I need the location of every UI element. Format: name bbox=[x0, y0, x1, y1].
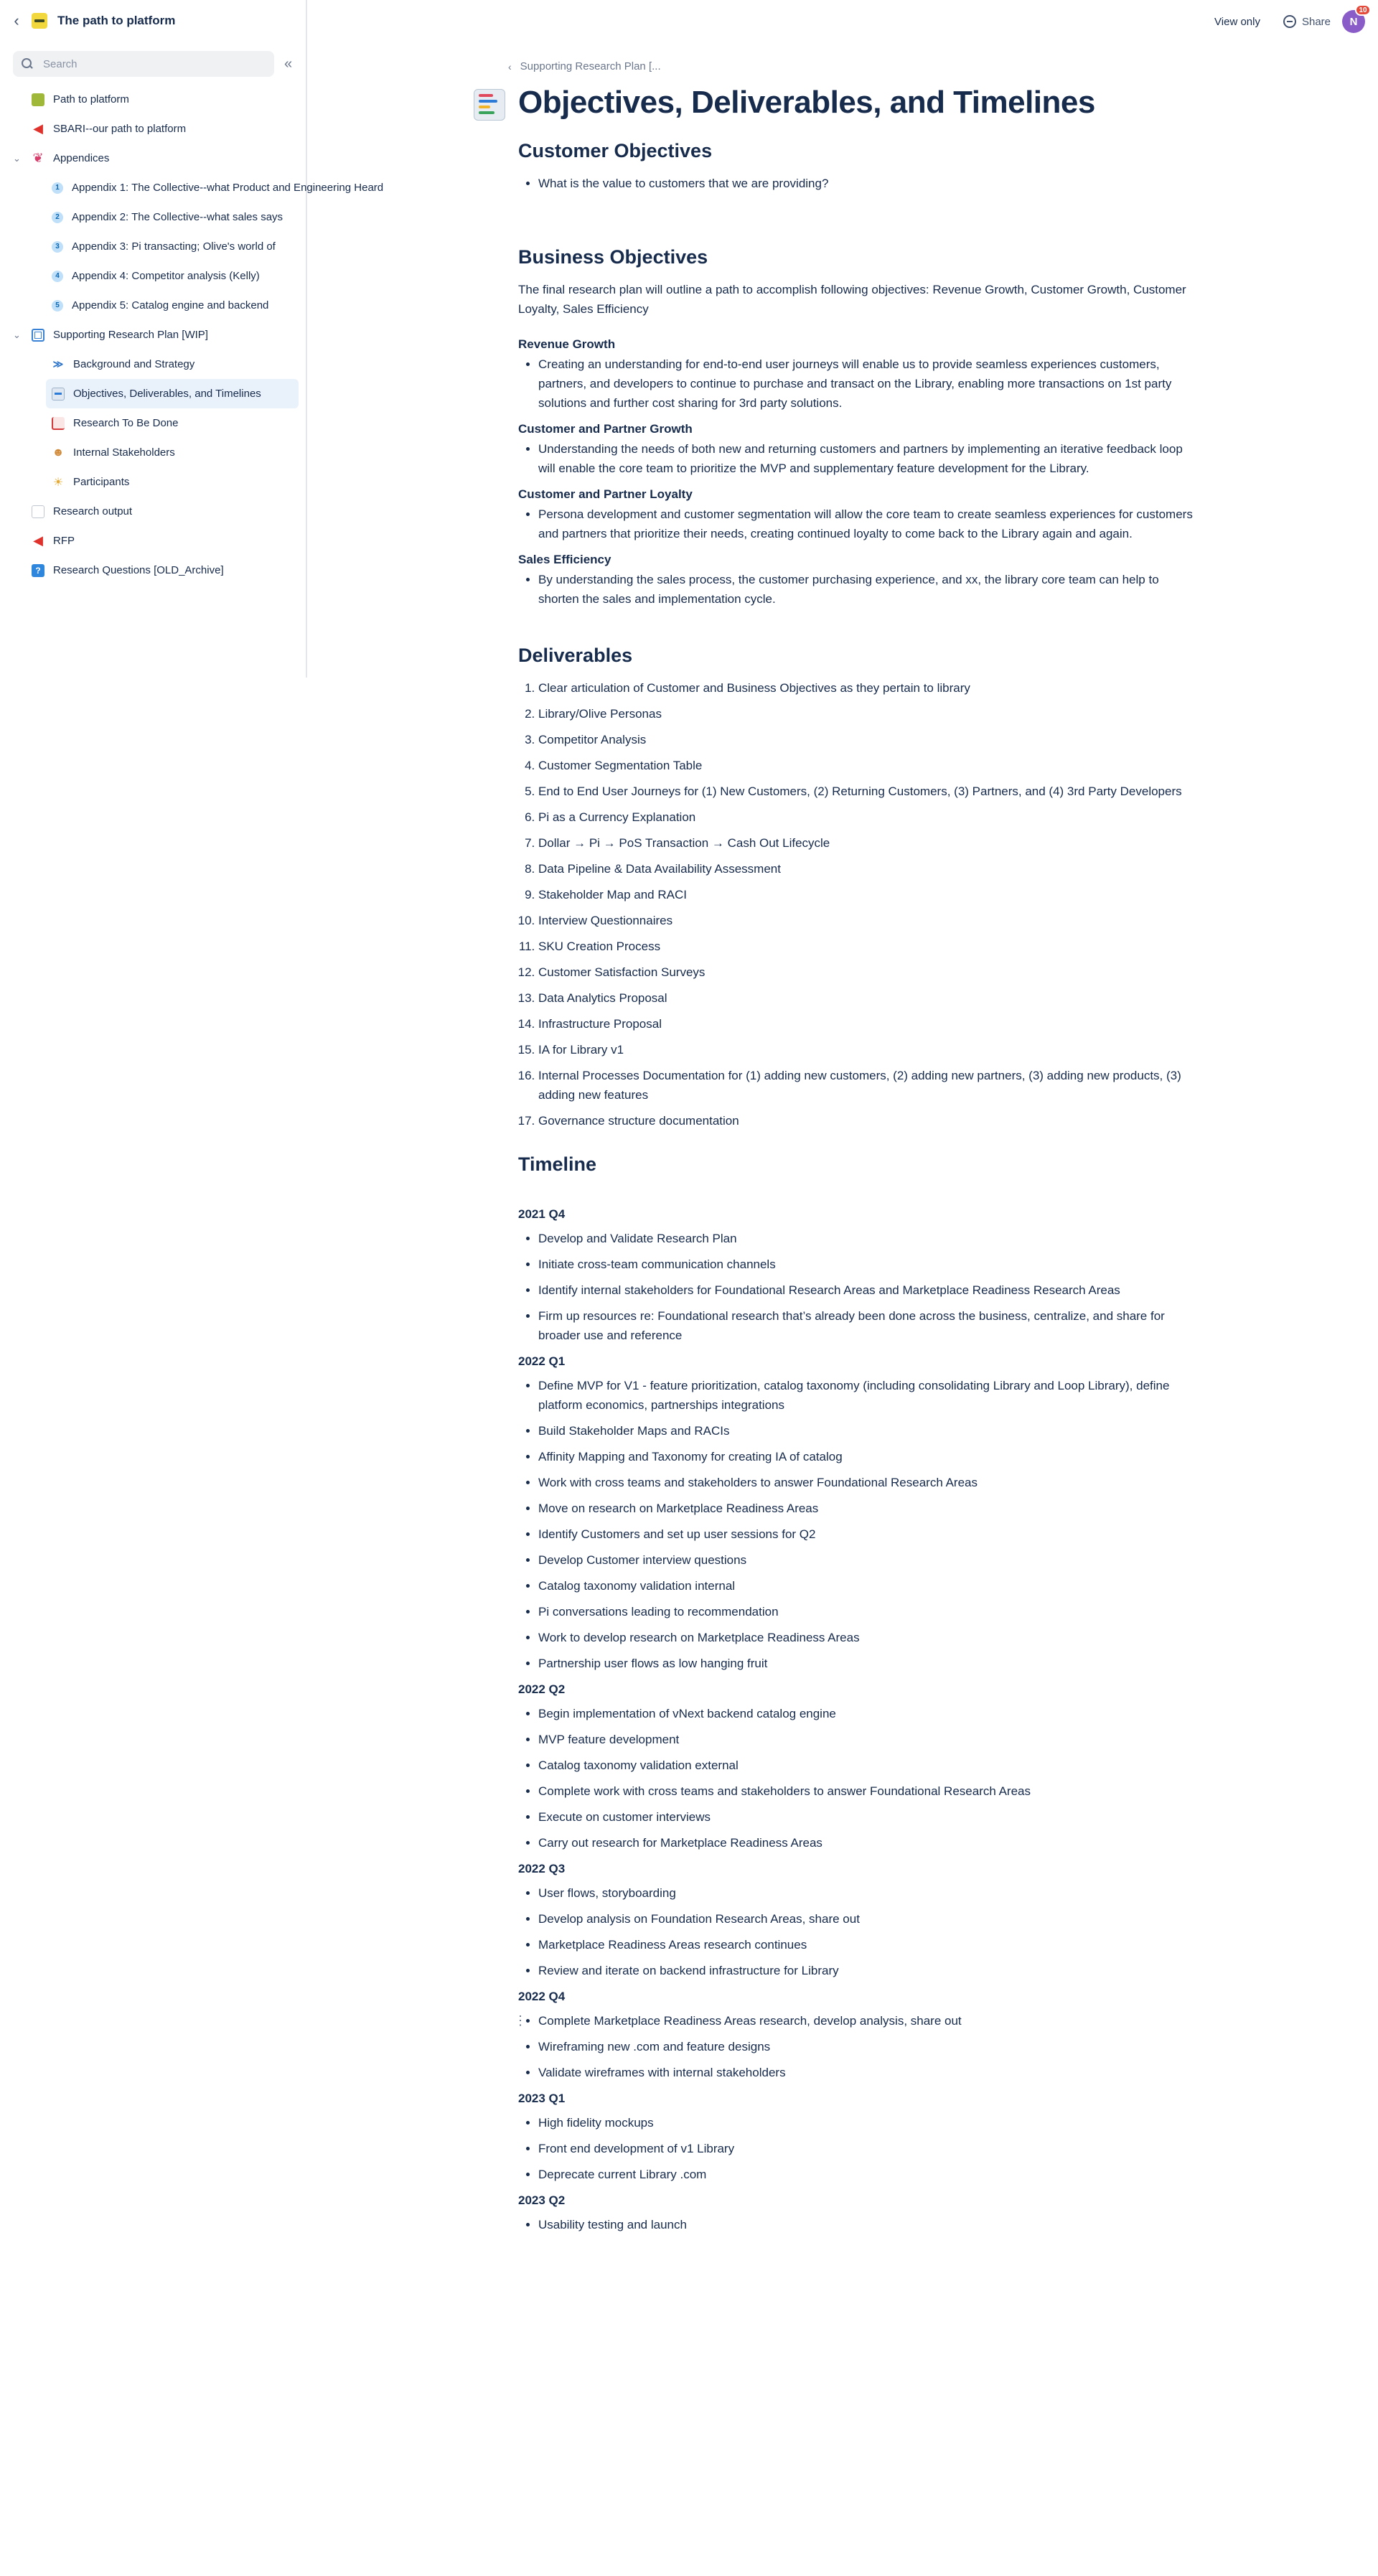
list-item: • By understanding the sales process, the customer purchasing experience, and xx, the library core team can help to shorten the sales and implementation cycle. bbox=[538, 570, 1193, 609]
page-emoji-icon[interactable] bbox=[474, 89, 505, 121]
back-chevron-icon[interactable]: ‹ bbox=[14, 11, 19, 29]
list-item: 9. Stakeholder Map and RACI bbox=[538, 885, 1193, 904]
sidebar-item-label: Appendix 4: Competitor analysis (Kelly) bbox=[72, 270, 260, 282]
sidebar-item-appendix-5[interactable] bbox=[46, 291, 299, 320]
timeline-section bbox=[514, 1150, 1193, 2234]
list-item-text: Complete Marketplace Readiness Areas research, develop analysis, share out bbox=[538, 2014, 962, 2028]
sidebar-item-label: Path to platform bbox=[53, 93, 129, 106]
list-item: • User flows, storyboarding bbox=[538, 1883, 1193, 1903]
list-item: 14. Infrastructure Proposal bbox=[538, 1014, 1193, 1034]
sidebar-item-appendix-3[interactable] bbox=[46, 232, 299, 261]
sidebar-item-internal-stakeholders[interactable] bbox=[46, 438, 299, 467]
question-icon: ? bbox=[32, 564, 44, 577]
list-item: 12. Customer Satisfaction Surveys bbox=[538, 963, 1193, 982]
sidebar-item-label: Supporting Research Plan [WIP] bbox=[53, 329, 208, 341]
space-icon bbox=[32, 13, 47, 29]
bullet-list bbox=[518, 1229, 1193, 1345]
globe-icon bbox=[1283, 15, 1296, 28]
bullet-list bbox=[518, 1376, 1193, 1673]
list-item: • Move on research on Marketplace Readiness Areas bbox=[538, 1499, 1193, 1518]
bullet-list bbox=[518, 439, 1193, 478]
list-item: 4. Customer Segmentation Table bbox=[538, 756, 1193, 775]
bullet-list bbox=[518, 174, 1193, 193]
list-item: 6. Pi as a Currency Explanation bbox=[538, 807, 1193, 827]
bullet-list bbox=[518, 355, 1193, 413]
list-item: • Begin implementation of vNext backend catalog engine bbox=[538, 1704, 1193, 1723]
sidebar-item-label: Research Questions [OLD_Archive] bbox=[53, 564, 224, 576]
number-4-icon: 4 bbox=[52, 271, 63, 282]
sidebar-item-participants[interactable] bbox=[46, 467, 299, 497]
list-item: 7. Dollar → Pi → PoS Transaction → Cash Out Lifecycle bbox=[538, 833, 1193, 853]
list-item: • Develop analysis on Foundation Research Areas, share out bbox=[538, 1909, 1193, 1929]
list-item: • Validate wireframes with internal stakeholders bbox=[538, 2063, 1193, 2082]
sidebar-item-research-questions-archive[interactable] bbox=[26, 556, 299, 585]
share-button[interactable] bbox=[1283, 15, 1331, 28]
sidebar-item-sbari[interactable] bbox=[26, 114, 299, 144]
list-item: • Firm up resources re: Foundational research that’s already been done across the business, centralize, and share for broader use and reference bbox=[538, 1306, 1193, 1345]
number-1-icon: 1 bbox=[52, 182, 63, 194]
page-title: Objectives, Deliverables, and Timelines bbox=[518, 85, 1095, 120]
list-item: • Identify internal stakeholders for Foundational Research Areas and Marketplace Readiness Research Areas bbox=[538, 1280, 1193, 1300]
sidebar-header bbox=[0, 0, 306, 42]
board-icon bbox=[32, 93, 44, 106]
subsection-heading: Revenue Growth bbox=[518, 337, 616, 351]
sidebar-item-label: RFP bbox=[53, 535, 75, 547]
top-bar-actions bbox=[1214, 6, 1367, 33]
document-icon bbox=[32, 505, 44, 518]
sidebar-item-label: Objectives, Deliverables, and Timelines bbox=[73, 388, 261, 400]
number-5-icon: 5 bbox=[52, 300, 63, 312]
list-item bbox=[514, 2011, 1193, 2031]
megaphone-icon: ◀ bbox=[33, 121, 43, 136]
sidebar-item-label: Appendix 1: The Collective--what Product and Engineering Heard bbox=[72, 182, 384, 194]
list-item: • Review and iterate on backend infrastructure for Library bbox=[538, 1961, 1193, 1980]
list-item: • Complete work with cross teams and stakeholders to answer Foundational Research Areas bbox=[538, 1781, 1193, 1801]
sidebar-item-research-output[interactable] bbox=[26, 497, 299, 526]
chevron-left-icon: ‹ bbox=[508, 60, 512, 72]
breadcrumb[interactable] bbox=[508, 60, 661, 72]
section-heading: Timeline bbox=[518, 1153, 597, 1175]
bullet-list bbox=[518, 2215, 1193, 2234]
section-heading: Customer Objectives bbox=[518, 140, 713, 161]
expand-chevron-icon[interactable]: ⌄ bbox=[13, 152, 21, 164]
sidebar-item-label: Appendix 2: The Collective--what sales says bbox=[72, 211, 283, 223]
subsection-heading: Customer and Partner Loyalty bbox=[518, 487, 693, 501]
sidebar-item-research-to-be-done[interactable] bbox=[46, 408, 299, 438]
sidebar-item-label: Appendix 3: Pi transacting; Olive's world of bbox=[72, 240, 276, 253]
list-item: 1. Clear articulation of Customer and Business Objectives as they pertain to library bbox=[538, 678, 1193, 698]
section-heading: Deliverables bbox=[518, 645, 633, 666]
share-label: Share bbox=[1301, 15, 1331, 28]
list-item: • Affinity Mapping and Taxonomy for creating IA of catalog bbox=[538, 1447, 1193, 1466]
sidebar-search-row bbox=[0, 42, 306, 79]
paragraph: The final research plan will outline a path to accomplish following objectives: Revenue Growth, Customer Growth, Customer Loyalty, Sales Efficiency bbox=[518, 283, 1186, 316]
breadcrumb-parent[interactable]: Supporting Research Plan [... bbox=[520, 60, 661, 72]
list-item: • Execute on customer interviews bbox=[538, 1807, 1193, 1827]
number-3-icon: 3 bbox=[52, 241, 63, 253]
search-input[interactable] bbox=[43, 58, 258, 70]
list-item: • Understanding the needs of both new and returning customers and partners by implementing an iterative feedback loop will enable the core team to prioritize the MVP and supplementary feature development for the Library. bbox=[538, 439, 1193, 478]
list-item: 16. Internal Processes Documentation for (1) adding new customers, (2) adding new partners, (3) adding new products, (3) adding new features bbox=[538, 1066, 1193, 1105]
sidebar-item-appendix-1[interactable] bbox=[46, 173, 384, 202]
list-item: • Initiate cross-team communication channels bbox=[538, 1255, 1193, 1274]
person-icon: ☻ bbox=[52, 446, 65, 459]
chart-icon bbox=[52, 417, 65, 430]
deliverables-section bbox=[518, 641, 1193, 1130]
list-item: • High fidelity mockups bbox=[538, 2113, 1193, 2132]
quarter-heading: 2022 Q3 bbox=[518, 1862, 566, 1875]
sidebar-item-appendix-4[interactable] bbox=[46, 261, 299, 291]
sidebar bbox=[0, 0, 384, 678]
bullet-list bbox=[518, 1704, 1193, 1853]
list-item: 15. IA for Library v1 bbox=[538, 1040, 1193, 1059]
list-item: 10. Interview Questionnaires bbox=[538, 911, 1193, 930]
bullet-list bbox=[514, 2011, 1193, 2082]
sidebar-item-label: Research To Be Done bbox=[73, 417, 179, 429]
list-item: • Marketplace Readiness Areas research continues bbox=[538, 1935, 1193, 1954]
bullet-list bbox=[518, 1883, 1193, 1980]
search-box[interactable] bbox=[13, 51, 274, 77]
sidebar-item-label: Research output bbox=[53, 505, 133, 517]
sidebar-item-rfp[interactable] bbox=[26, 526, 299, 556]
list-item: • What is the value to customers that we are providing? bbox=[538, 174, 1193, 193]
subsection-heading: Customer and Partner Growth bbox=[518, 422, 693, 436]
list-item: • Develop and Validate Research Plan bbox=[538, 1229, 1193, 1248]
list-item: 17. Governance structure documentation bbox=[538, 1111, 1193, 1130]
list-item: • Develop Customer interview questions bbox=[538, 1550, 1193, 1570]
quarter-heading: 2023 Q2 bbox=[518, 2193, 566, 2207]
section-heading: Business Objectives bbox=[518, 246, 708, 268]
list-item: 2. Library/Olive Personas bbox=[538, 704, 1193, 723]
list-item: • Partnership user flows as low hanging fruit bbox=[538, 1654, 1193, 1673]
quarter-heading: 2023 Q1 bbox=[518, 2092, 566, 2105]
list-item: • MVP feature development bbox=[538, 1730, 1193, 1749]
avatar[interactable] bbox=[1342, 6, 1367, 33]
expand-chevron-icon[interactable]: ⌄ bbox=[13, 329, 21, 340]
list-item: 13. Data Analytics Proposal bbox=[538, 988, 1193, 1008]
list-item: • Pi conversations leading to recommendation bbox=[538, 1602, 1193, 1621]
notification-badge: 10 bbox=[1355, 4, 1371, 16]
list-item: • Wireframing new .com and feature designs bbox=[538, 2037, 1193, 2056]
list-item: 5. End to End User Journeys for (1) New Customers, (2) Returning Customers, (3) Partners, and (4) 3rd Party Developers bbox=[538, 782, 1193, 801]
list-item: • Usability testing and launch bbox=[538, 2215, 1193, 2234]
bullet-list bbox=[518, 505, 1193, 543]
double-chevron-down-icon: ≫ bbox=[52, 358, 64, 370]
sidebar-item-appendices[interactable] bbox=[13, 144, 299, 173]
space-title[interactable]: The path to platform bbox=[57, 14, 176, 27]
bullet-list bbox=[518, 2113, 1193, 2184]
subsection-heading: Sales Efficiency bbox=[518, 553, 611, 566]
list-item: 11. SKU Creation Process bbox=[538, 937, 1193, 956]
search-icon bbox=[22, 58, 33, 70]
sidebar-item-objectives-deliverables-timelines[interactable] bbox=[46, 379, 299, 408]
sidebar-item-label: Appendix 5: Catalog engine and backend bbox=[72, 299, 269, 312]
list-item: • Front end development of v1 Library bbox=[538, 2139, 1193, 2158]
swirl-icon: ❦ bbox=[32, 151, 44, 165]
business-objectives-section bbox=[518, 243, 1193, 609]
list-item: • Persona development and customer segmentation will allow the core team to create seamless experiences for customers and partners that prioritize their needs, creating continued loyalty to come back to the Library again and again. bbox=[538, 505, 1193, 543]
customer-objectives-section bbox=[518, 136, 1193, 193]
list-item: • Work with cross teams and stakeholders to answer Foundational Research Areas bbox=[538, 1473, 1193, 1492]
roadmap-icon bbox=[52, 388, 65, 401]
bullet-list bbox=[518, 570, 1193, 609]
sunrise-icon: ☀ bbox=[52, 476, 64, 489]
sidebar-item-label: SBARI--our path to platform bbox=[53, 123, 187, 135]
list-item: • Deprecate current Library .com bbox=[538, 2165, 1193, 2184]
grid-icon bbox=[32, 329, 44, 342]
sidebar-item-background-strategy[interactable] bbox=[46, 350, 299, 379]
sidebar-item-path-to-platform[interactable] bbox=[26, 85, 299, 114]
list-item: • Define MVP for V1 - feature prioritization, catalog taxonomy (including consolidating Library and Loop Library), define platform economics, partnerships integrations bbox=[538, 1376, 1193, 1415]
sidebar-item-label: Participants bbox=[73, 476, 130, 488]
list-item: • Identify Customers and set up user sessions for Q2 bbox=[538, 1524, 1193, 1544]
list-item: • Build Stakeholder Maps and RACIs bbox=[538, 1421, 1193, 1441]
list-item: 8. Data Pipeline & Data Availability Assessment bbox=[538, 859, 1193, 879]
sidebar-item-label: Background and Strategy bbox=[73, 358, 195, 370]
sidebar-item-appendix-2[interactable] bbox=[46, 202, 299, 232]
list-item: • Carry out research for Marketplace Readiness Areas bbox=[538, 1833, 1193, 1853]
list-item: • Creating an understanding for end-to-end user journeys will enable us to provide seamless experiences customers, partners, and developers to continue to purchase and transact on the Library, enabling more transactions on 1st party solutions and further cost sharing for 3rd party solutions. bbox=[538, 355, 1193, 413]
list-item: 3. Competitor Analysis bbox=[538, 730, 1193, 749]
drag-handle-icon[interactable]: • ⋮ bbox=[514, 2013, 527, 2028]
numbered-list bbox=[518, 678, 1193, 1130]
quarter-heading: 2022 Q4 bbox=[518, 1990, 566, 2003]
megaphone-icon: ◀ bbox=[33, 533, 43, 548]
quarter-heading: 2022 Q1 bbox=[518, 1354, 566, 1368]
sidebar-item-label: Internal Stakeholders bbox=[73, 446, 175, 459]
avatar-initial: N bbox=[1349, 15, 1358, 28]
list-item: • Catalog taxonomy validation external bbox=[538, 1756, 1193, 1775]
page-body bbox=[514, 136, 1193, 2241]
sidebar-item-supporting-research-plan[interactable] bbox=[13, 320, 299, 350]
sidebar-item-label: Appendices bbox=[53, 152, 110, 164]
quarter-heading: 2021 Q4 bbox=[518, 1207, 566, 1221]
list-item: • Catalog taxonomy validation internal bbox=[538, 1576, 1193, 1596]
view-only-label[interactable]: View only bbox=[1214, 15, 1260, 28]
number-2-icon: 2 bbox=[52, 212, 63, 223]
list-item: • Work to develop research on Marketplace Readiness Areas bbox=[538, 1628, 1193, 1647]
page-tree bbox=[0, 85, 384, 585]
collapse-sidebar-icon[interactable]: « bbox=[284, 55, 289, 72]
quarter-heading: 2022 Q2 bbox=[518, 1682, 566, 1696]
